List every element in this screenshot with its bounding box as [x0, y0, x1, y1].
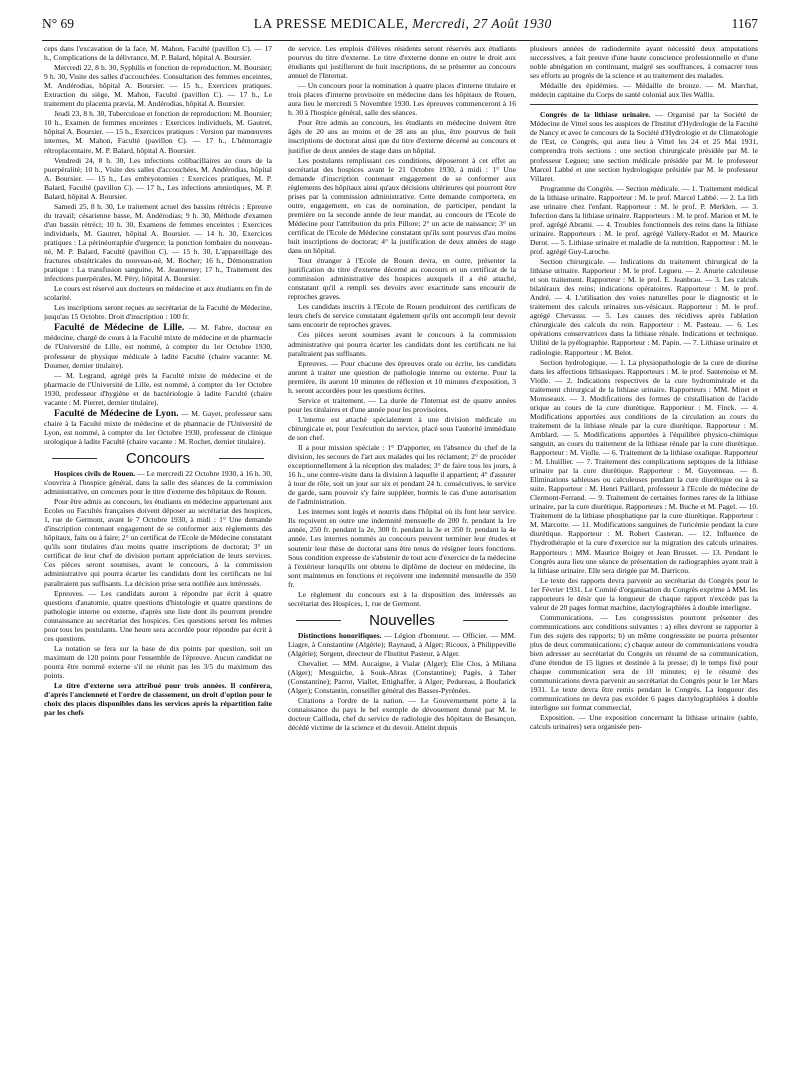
paragraph: Il a pour mission spéciale : 1° D'apporter, en l'absence du chef de la division, les secours de l'art aux malades qui les réclament; 2° de procéder exceptionnellement à la réception des malades; 3° de faire tous les jours, à 16 h., une contre-visite dans la division à laquelle il appartient; 4° d'assurer à tour de rôle, soit un jour sur six et pendant 24 h. consécutives, le service de garde, sans pouvoir s'y faire suppléer, hormis le cas d'une autorisation de l'administration. — [288, 443, 516, 507]
issue-date: Mercredi, 27 Août 1930 — [412, 16, 552, 31]
paragraph: Section chirurgicale. — Indications du traitement chirurgical de la lithiase urinaire. Rapporteur : M. le prof. Legueu. — 2. Anurie calculeuse et son traitement. Rapporteur : M. le prof. E. Jeanbrau. — 3. Les calculs bilatéraux des reins; indications opératoires. Rapporteur : M. le prof. André. — 4. L'utilisation des voies naturelles pour le diagnostic et le traitement des calculs urinaires sus-vésicaux. Rapporteur : M. le prof. agrégé Chevassu. — 5. Les causes des récidives après l'ablation chirurgicale des calculs du rein. Rapporteur : M. Pasteau. — 6. Les opérations conservatrices dans la lithiase rénale. Indications et technique. Utilité de la pyélographie. Rapporteur : M. Papin. — 7. Lithiase urinaire et radiologie. Rapporteur : M. Belot. — [530, 257, 758, 357]
paragraph: Programme du Congrès. — Section médicale. — 1. Traitement médical de la lithiase urinaire. Rapporteur : M. le prof. Marcel Labbé. — 2. La lith ase urinaire chez l'enfant. Rapporteur : M. le prof. P. Merklen. — 3. Infection dans la lithiase urinaire. Rapporteurs : M. le prof. Marion et M. le prof. agrégé Abrami. — 4. Troubles fonctionnels des reins dans la lithiase urinaire. Rapporteurs : M. le prof. agrégé Vallery-Radot et M. Maurice Derot. — 5. Lithiase urinaire et maladie de la nutrition. Rapporteur : M. le prof. agrégé Guy-Laroche. — [530, 183, 758, 256]
paragraph: Citations a l'ordre de la nation. — Le Gouvernement porte à la connaissance du pays le bel exemple de dévouement donné par M. le docteur Cailloda, chef du service de radiologie des hôpitaux de Besançon, décédé victime de la science et du devoir. Atteint depuis — [288, 696, 516, 733]
rouen-heading: Hospices civils de Rouen. — [54, 468, 136, 478]
paragraph: Pour être admis au concours, les étudiants en médecine appartenant aux Ecoles ou Facultés françaises doivent déposer au secrétariat des hospices, 1, rue de Germont, avant le 7 Octobre 1930, à midi : 1° Une demande d'inscription contenant engagement de se conformer aux règlements des hôpitaux, faits ou à faire; 2° un certificat de l'Ecole de Médecine constatant qu'ils sont titulaires d'au moins quatre inscriptions de doctorat; 3° un certificat de leur chef de division portant appréciation de leurs services. Ces pièces seront soumises, avant le concours, à la commission administrative qui pourra écarter les candidats dont les certificats ne lui paraîtraient pas suffisants. La décision prise sera notifiée aux intéressés. — [44, 497, 272, 588]
paragraph: ceps dans l'excavation de la face, M. Mahon, Faculté (pavillon C). — 17 h., Complications de la délivrance, M. P. Balard, hôpital A. Boursier. — [44, 44, 272, 63]
lyon-text: — M. Gayet, professeur sans chaire à la Faculté mixte de médecine et de pharmacie de l'Université de Lyon, est nommé, à compter du 1er Octobre 1930, professeur de clinique urologique à ladite Faculté (chaire vacante : M. Rochet, dernier titulaire). — [44, 408, 272, 446]
column-3 — [530, 44, 758, 1074]
paragraph: Médaille des épidémies. — Médaille de bronze. — M. Marchat, médecin capitaine du Corps de santé colonial aux îles Wallis. — [530, 81, 758, 100]
paragraph: Tout étranger à l'Ecole de Rouen devra, en outre, présenter la justification du titre d'externe décerné au concours et un certificat de la commission administrative des hospices auxquels il a été attaché, constatant qu'il a rempli ses devoirs avec exactitude sans encourir de reproches graves. — [288, 256, 516, 302]
distinctions-text: — Légion d'honneur. — Officier. — MM. Liagre, à Constantine (Algérie); Raynaud, à Alger; Ricoux, à Philippeville (Algérie); Sergent, directeur de l'Institut Pasteur, à Alger. — [288, 630, 516, 658]
lille-item — [44, 322, 272, 369]
lyon-heading: Faculté de Médecine de Lyon. — [54, 407, 179, 419]
paragraph: Chevalier. — MM. Aucaigne, à Vialar (Alger); Elie Clos, à Miliana (Alger); Mesguiche, à Souk-Ahras (Constantine); Pagès, à Taher (Constantine); Parrot, Viallet, Ettighaffer, à Alger; Pedureau, à Boufarick (Alger); Constantin, conseiller général des Basses-Pyrénées. — [288, 659, 516, 696]
paragraph: — M. Legrand, agrégé près la Faculté mixte de médecine et de pharmacie de l'Université de Lille, est nommé, à compter du 1er Octobre 1930, professeur d'hygiène et de bactériologie à ladite Faculté (chaire vacante : M. Pierret, dernier titulaire). — [44, 370, 272, 407]
paragraph: Les inscriptions seront reçues au secrétariat de la Faculté de Médecine, jusqu'au 15 Octobre. Droit d'inscription : 100 fr. — [44, 303, 272, 322]
paragraph: Communications. — Les congressistes pourront présenter des communications aux conditions suivantes : a) elles devront se rapporter à l'un des sujets des rapports; b) un même congressiste ne pourra présenter plus de deux communications; c) chaque auteur de communications voudra bien adresser au secrétariat du Congrès un résumé de sa communication, d'une étendue de 15 lignes et destinée à la presse; d) le temps fixé pour chaque communication sera de 10 minutes; e) le résumé des communications devra parvenir au secrétariat du Congrès pour le 1er Mars 1931. Le texte devra être remis pendant le Congrès. La longueur des communications ne devra pas excéder 6 pages dactylographiées à double interligne sur format commercial. — [530, 612, 758, 713]
lille-text: — M. Fabre, docteur en médecine, chargé de cours à la Faculté mixte de médecine et de pharmacie de l'Université de Lille, est nommé, à compter du 1er Octobre 1930, professeur de physique médicale à ladite Faculté (chaire vacante: M. Doumer, dernier titulaire). — [44, 323, 272, 370]
congres-heading: Congrès de la lithiase urinaire. — [540, 110, 651, 120]
paragraph: de service. Les emplois d'élèves résidents seront réservés aux étudiants pourvus du titre d'externe. Le titre d'externe donne en outre le droit aux étudiants qui justifieront de huit inscriptions, de se présenter au concours annuel de l'Internat. — [288, 44, 516, 81]
page-number: 1167 — [731, 16, 758, 31]
paragraph: Le titre d'externe sera attribué pour trois années. Il conférera, d'après l'ancienneté et l'ordre de classement, un droit d'option pour le choix des places disponibles dans les services après la répartition faite par les chefs — [44, 681, 272, 718]
paragraph: Mercredi 22, 8 h. 30, Syphilis et fonction de reproduction, M. Boursier; 9 h. 30, Visite des salles d'accouchées. Consultation des femmes enceintes, M. Andérodias, hôpital A. Boursier. — 15 h., Exercices pratiques. Extraction du siège, M. Mahon, Faculté (pavillon C). — 17 h., Le traitement du placenta prævia, M. Andérodias, hôpital A. Boursier. — [44, 63, 272, 109]
column-1 — [44, 44, 272, 1074]
nouvelles-heading: Nouvelles — [288, 616, 516, 625]
paragraph: Le texte des rapports devra parvenir au secrétariat du Congrès pour le 1er Février 1931. Le Comité d'organisation du Congrès exprime à MM. les rapporteurs le désir que la longueur de chaque rapport n'excède pas la valeur de 20 pages format machine, dactylographiées à double interligne. — [530, 575, 758, 612]
paragraph: Vendredi 24, 8 h. 30, Les infections colibacillaires au cours de la puerpéralité; 10 h., Visite des salles d'accouchées, M. Andérodias, hôpital A. Boursier. — 15 h., Les embryotomies : Exercices pratiques, M. P. Balard, Faculté (pavillon C). — 17 h., Les infections amniotiques, M. P. Balard, hôpital A. Boursier. — [44, 155, 272, 201]
column-2 — [288, 44, 516, 1074]
paragraph: — Un concours pour la nomination à quatre places d'interne titulaire et trois places d'interne provisoire en médecine dans les hôpitaux de Rouen, aura lieu le mercredi 5 Novembre 1930. Les épreuves commenceront à 16 h. 30 à l'hospice général, salle des séances. — [288, 81, 516, 118]
paragraph: Le règlement du concours est à la disposition des intéressés au secrétariat des Hospices, 1, rue de Germont. — [288, 589, 516, 608]
paragraph: Service et traitement. — La durée de l'Internat est de quatre années pour les titulaires et d'une année pour les provisoires. — [288, 395, 516, 414]
lyon-item — [44, 408, 272, 446]
page-header — [42, 16, 758, 41]
concours-heading: Concours — [44, 454, 272, 463]
paragraph: Exposition. — Une exposition concernant la lithiase urinaire (sable, calculs urinaires) sera organisée pen- — [530, 713, 758, 732]
congres-item — [530, 110, 758, 182]
paragraph: Epreuves. — Pour chacune des épreuves orale ou écrite, les candidats auront à traiter une question de pathologie interne ou externe. Pour la première, ils auront 10 minutes de réflexion et 10 minutes d'exposition, 3 h. seront accordées pour les questions écrites. — [288, 358, 516, 395]
paragraph: Les internes sont logés et nourris dans l'hôpital où ils font leur service. Ils reçoivent en outre une indemnité mensuelle de 200 fr. pendant la 1re année, 250 fr. pendant la 2e, 300 fr. pendant la 3e et 350 fr. pendant la 4e année. Les internes nommés au concours peuvent terminer leur études et soutenir leur thèse de doctorat sans être tenus de résigner leurs fonctions. Sous condition expresse de s'abstenir de tout acte d'exercice de la médecine à l'extérieur lorsqu'ils ont obtenu le diplôme de docteur en médecine, ils sont maintenus en fonctions et reçoivent une indemnité mensuelle de 350 fr. — [288, 507, 516, 589]
paragraph: Le cours est réservé aux docteurs en médecine et aux étudiants en fin de scolarité. — [44, 284, 272, 303]
paragraph: Les postulants remplissant ces conditions, déposeront à cet effet au secrétariat des hospices avant le 21 Octobre 1930, à midi : 1° Une demande d'inscription contenant engagement de se conformer aux règlements des hôpitaux ainsi qu'aux décisions ultérieures qui pourront être prises par la commission administrative. Cette demande comportera, en outre, engagement, en cas de nomination, de participer, pendant la première ou la seconde année de leur mandat, au concours de l'Ecole de Médecine pour l'attribution du prix Pillore; 2° un acte de naissance; 3° un certificat de l'Ecole de Médecine constatant qu'ils sont pourvus d'au moins huit inscriptions de doctorat; 4° la justification de deux années de stage dans un hôpital. — [288, 155, 516, 256]
paragraph: Ces pièces seront soumises avant le concours à la commission administrative qui pourra écarter les candidats dont les certificats ne lui paraîtraient pas suffisants. — [288, 330, 516, 358]
divider — [530, 104, 758, 105]
rouen-item — [44, 469, 272, 496]
journal-title — [254, 16, 552, 32]
paragraph: Section hydrologique. — 1. La physiopathologie de la cure de diurèse dans les affections lithiasiques. Rapporteurs : M. le prof. Santenoise et M. Violle. — 2. Indications respectives de la cure hydrominérale et du traitement chirurgical de la lithiase urinaire. Rapporteurs : MM. Minet et Monsseaux. — 3. Modifications des formes de cristallisation de l'acide urique au cours de la cure diurétique. Rapporteur : M. Finck. — 4. Modifications apportées aux conditions de la circulation au cours du traitement de la lithiase rénale par la cure diurétique. Rapporteur : M. Amblard. — 5. Modifications apportées à l'équilibre physico-chimique sanguin, au cours du traitement de la lithiase rénale par la cure diurétique. Rapporteur : M. Violle. — 6. Traitement de la lithiase oxalique. Rapporteur : M. Lhuillier. — 7. Traitement des complications septiques de la lithiase urinaire par la cure diurétique. Rapporteur : M. Guyonneau. — 8. Eliminations sableuses ou calculeuses pendant la cure diurétique ou à sa suite. Rapporteur : M. Henri Paillard, professeur à l'Ecole de médecine de Clermont-Ferrand. — 9. Traitement de certaines formes rares de la lithiase urinaire, par la cure diurétique. Rapporteurs : M. Buche et M. Pagel. — 10. Traitement de la lithiase phosphatique par la cure diurétique. Rapporteur : M. Marcotte. — 11. Modifications sanguines de l'uricémie pendant la cure diurétique. Rapporteur : M. Robert Casteran. — 12. Influence de l'hydrothérapie et la cure d'exercice sur la migration des calculs urinaires. Rapporteurs : MM. Maurice Boigey et Jean Brusset. — 13. Pendant le Congrès aura lieu une séance de présentation de radiographies ayant trait à la lithiase urinaire. Elle sera dirigée par M. Darricou. — [530, 357, 758, 575]
paragraph: Les candidats inscrits à l'Ecole de Rouen produiront des certificats de leurs chefs de service constatant également qu'ils ont accompli leur devoir sans encourir de reproches graves. — [288, 302, 516, 330]
paragraph: Samedi 25, 8 h. 30, Le traitement actuel des bassins rétrécis : Epreuve du travail; césarienne basse, M. Andérodias; 9 h. 30, Méthode d'examen d'un bassin rétréci; 10 h. 30, Examens de femmes enceintes : Exercices individuels, M. Gautret, hôpital A. Boursier. — 14 h. 30, Exercices pratiques : La périnéorraphie d'urgence; la ponction lombaire du nouveau-né, M. P. Balard, Faculté (pavillon C). — 15 h. 30, L'appareillage des fractures obstétricales du nouveau-né, M. Rocher; 16 h., Démonstration pratique : La transfusion sanguine, M. Jeanneney; 17 h., Traitement des infections puerpérales, M. Péry, hôpital A. Boursier. — [44, 201, 272, 284]
distinctions-heading: Distinctions honorifiques. — [298, 630, 382, 640]
paragraph: L'interne est attaché spécialement à une division médicale ou chirurgicale et, pour l'exécution du service, placé sous l'autorité immédiate de son chef. — [288, 414, 516, 442]
paragraph: plusieurs années de radiodermite ayant nécessité deux amputations successives, a fait preuve d'une haute conscience professionnelle et d'une noble abnégation en continuant, malgré ses souffrances, à consacrer tous ses efforts au progrès de la science et au traitement des malades. — [530, 44, 758, 81]
paragraph: Jeudi 23, 8 h. 30, Tuberculose et fonction de reproduction; M. Boursier; 10 h., Examen de femmes enceintes : Exercices individuels, M. Gautret, hôpital A. Boursier. — 15 h., Exercices pratiques : Version par manœuvres internes, M. Mahon, Faculté (pavillon C). — 17 h., L'hémorragie rétroplacentaire, M. P. Balard, hôpital A. Boursier. — [44, 109, 272, 155]
paragraph: Pour être admis au concours, les étudiants en médecine doivent être âgés de 20 ans au moins et de 28 ans au plus, être pourvus de huit inscriptions de doctorat ainsi que du titre d'externe décerné au concours et justifier de deux années de stage dans un hôpital. — [288, 118, 516, 155]
issue-number: N° 69 — [42, 16, 75, 31]
distinctions-item — [288, 631, 516, 658]
paragraph: La notation se fera sur la base de dix points par question, soit un maximum de 120 points pour l'ensemble de l'épreuve. Aucun candidat ne pourra être nommé externe s'il ne réunit pas les 3/5 du maximum des points. — [44, 643, 272, 680]
paragraph: Epreuves. — Les candidats auront à répondre par écrit à quatre questions d'anatomie, quatre questions d'histologie et quatre questions de pathologie interne ou externe, d'après une liste dont ils pourront prendre connaissance au secrétariat des hospices. Ces questions seront les mêmes pour tous les postulants. Une heure sera accordée pour répondre par écrit à ces questions. — [44, 588, 272, 643]
journal-name: LA PRESSE MEDICALE, — [253, 16, 409, 31]
lille-heading: Faculté de Médecine de Lille. — [54, 322, 185, 334]
congres-text: — Organisé par la Société de Médecine de Vittel sous les auspices de l'Institut d'Hydrologie de la Faculté de Nancy et avec le concours de la Société d'Hydrologie et de Climatologie de l'Est, ce Congrès, qui aura lieu à Vittel les 24 et 25 Mai 1931, comprendra trois sections : une section chirurgicale présidée par M. le professeur Legueu; une section médicale présidée par M. le professeur Marcel Labbé et une section hydrologique présidée par M. le professeur Villaret. — [530, 110, 758, 183]
rouen-text: — Le mercredi 22 Octobre 1930, à 16 h. 30, s'ouvrira à l'hospice général, dans la salle des séances de la commission administrative, un concours pour le titre d'externe des hôpitaux de Rouen. — [44, 468, 272, 497]
